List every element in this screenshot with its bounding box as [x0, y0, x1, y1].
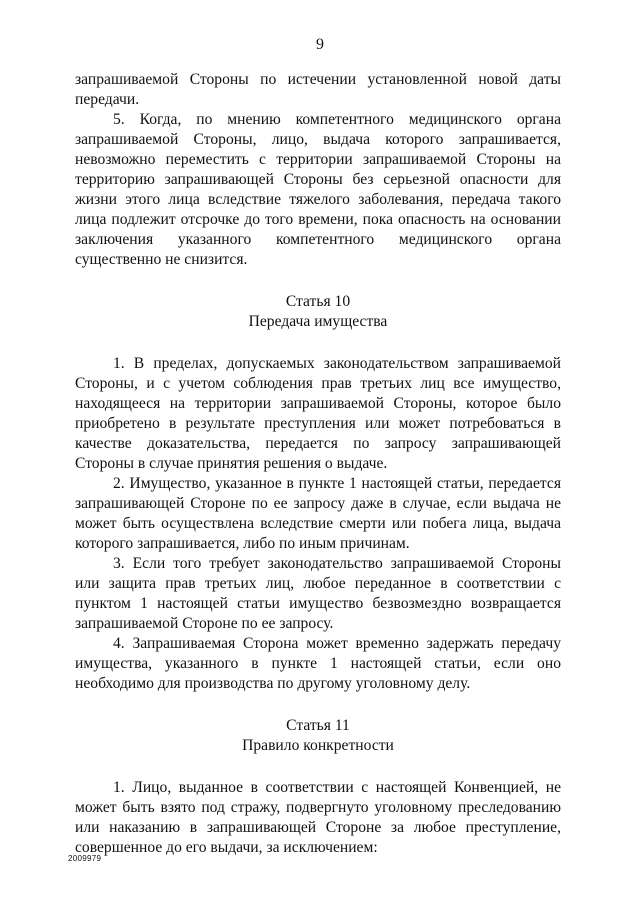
article-10-paragraph-2: 2. Имущество, указанное в пункте 1 настоящей статьи, передается запрашивающей Стороне по ее запросу даже в случае, если выдача не может быть осуществлена вследствие смерти или побега лица, выдача которого запрашивается, либо по иным причинам. [75, 475, 561, 552]
article-10-number: Статья 10 [285, 293, 351, 310]
article-10-paragraph-3: 3. Если того требует законодательство запрашиваемой Стороны или защита прав третьих лиц, любое переданное в соответствии с пунктом 1 настоящей статьи имущество безвозмездно возвращается запрашиваемой Стороне по ее запросу. [75, 555, 561, 632]
paragraph-5: 5. Когда, по мнению компетентного медицинского органа запрашиваемой Стороны, лицо, выдача которого запрашивается, невозможно переместить с территории запрашиваемой Стороны на территорию запрашивающей Стороны без серьезной опасности для жизни этого лица вследствие тяжелого заболевания, передача такого лица подлежит отсрочке до того времени, пока опасность на основании заключения указанного компетентного медицинского органа существенно не снизится. [75, 111, 561, 268]
article-11-number: Статья 11 [286, 717, 350, 734]
article-10-paragraph-4: 4. Запрашиваемая Сторона может временно задержать передачу имущества, указанного в пункте 1 настоящей статьи, если оно необходимо для производства по другому уголовному делу. [75, 635, 561, 692]
paragraph-continued: запрашиваемой Стороны по истечении установленной новой даты передачи. [75, 71, 561, 108]
page-number: 9 [316, 36, 324, 53]
article-11-paragraph-1: 1. Лицо, выданное в соответствии с настоящей Конвенцией, не может быть взято под стражу, подвергнуто уголовному преследованию или наказанию в запрашивающей Стороне за любое преступление, совершенное до его выдачи, за исключением: [75, 779, 561, 856]
document-code: 2009979 [68, 854, 102, 863]
article-10-paragraph-1: 1. В пределах, допускаемых законодательством запрашиваемой Стороны, и с учетом соблюдения прав третьих лиц все имущество, находящееся на территории запрашиваемой Стороны, которое было приобретено в результате преступления или может потребоваться в качестве доказательства, передается по запросу запрашивающей Стороны в случае принятия решения о выдаче. [75, 355, 561, 472]
article-11-title: Правило конкретности [242, 737, 394, 754]
article-10-title: Передача имущества [248, 313, 388, 330]
document-body [75, 70, 561, 858]
